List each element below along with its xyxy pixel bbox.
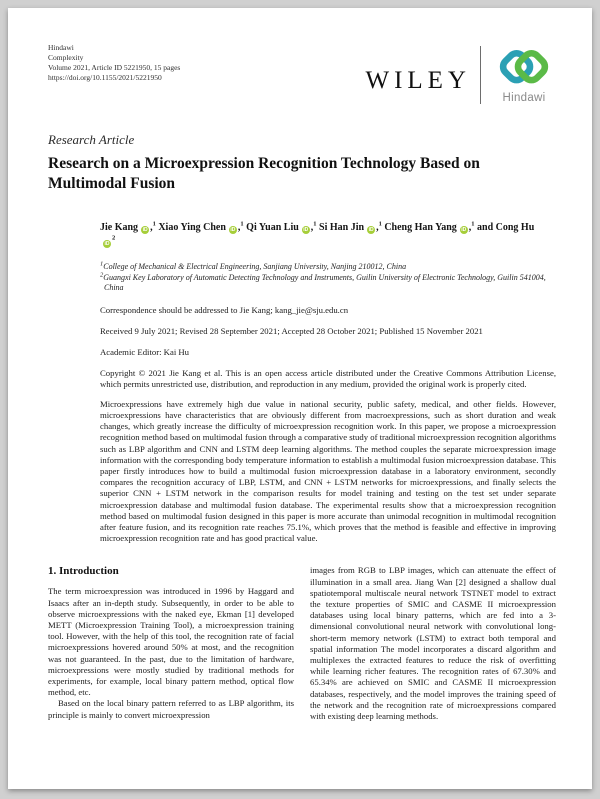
article-title: Research on a Microexpression Recognition Technology Based on Multimodal Fusion bbox=[48, 155, 480, 193]
affiliation-2 bbox=[100, 273, 556, 294]
author-affiliation-ref: 1 bbox=[240, 220, 244, 228]
document-page bbox=[8, 8, 592, 789]
article-type-label: Research Article bbox=[48, 132, 135, 147]
author-affiliation-ref: 1 bbox=[471, 220, 475, 228]
author-name: Qi Yuan Liu bbox=[246, 222, 299, 234]
section-heading-introduction: 1. Introduction bbox=[48, 565, 119, 578]
hindawi-logo-icon bbox=[496, 45, 552, 91]
wiley-logo: WILEY bbox=[365, 67, 471, 94]
correspondence-line: Correspondence should be addressed to Jie Kang; kang_jie@sju.edu.cn bbox=[100, 304, 349, 315]
author-affiliation-ref: 1 bbox=[378, 220, 382, 228]
orcid-icon[interactable]: iD bbox=[142, 227, 148, 234]
affiliations bbox=[100, 262, 556, 294]
publisher-logos bbox=[365, 45, 556, 104]
front-matter bbox=[100, 221, 556, 544]
abstract-text: Microexpressions have extremely high due value in national security, public safety, medical, and other fields. However, microexpressions have characteristics that are obviously different from macroexpressions, such as short duration and weak changes, which greatly increase the difficulty of microexpression recognition work. In this paper, we propose a microexpression recognition method based on multimodal fusion through a comparative study of traditional microexpression recognition algorithms such as LBP algorithm and CNN and LSTM deep learning algorithms. The method couples the separate microexpression image information with the corresponding body temperature information to establish a multimodal fusion microexpression database. This paper firstly introduces how to build a multimodal fusion microexpression database in a laboratory environment, secondly compares the recognition accuracy of LBP, LSTM, and CNN + LSTM networks for microexpressions, and finally selects the superior CNN + LSTM network in the comparison results for model training and testing on the test set under separate microexpression database and multimodal fusion database. The experimental results show that a microexpression recognition method based on multimodal fusion designed in this paper is more accurate than unimodal recognition in multimodal recognition after feature fusion, and its recognition rate reaches 75.1%, which proves that the method is feasible and effective in improving microexpression recognition rate and has good practical value. bbox=[100, 398, 556, 544]
journal-info bbox=[48, 43, 180, 83]
publisher-name: Hindawi bbox=[48, 43, 74, 52]
publication-dates: Received 9 July 2021; Revised 28 September 2021; Accepted 28 October 2021; Published 15 November 2021 bbox=[100, 325, 483, 336]
orcid-icon[interactable]: iD bbox=[104, 241, 110, 248]
orcid-icon[interactable]: iD bbox=[230, 227, 236, 234]
author-affiliation-ref: 2 bbox=[112, 234, 116, 242]
affiliation-number: 2 bbox=[100, 271, 104, 279]
author-affiliation-ref: 1 bbox=[152, 220, 156, 228]
author-name: Xiao Ying Chen bbox=[158, 222, 226, 234]
page-header bbox=[48, 43, 556, 111]
intro-paragraph-2: Based on the local binary pattern referred to as LBP algorithm, its principle is mainly to convert microexpression bbox=[48, 698, 294, 720]
author-name: Cong Hu bbox=[495, 222, 535, 234]
logo-divider bbox=[480, 46, 481, 104]
body-column-left bbox=[48, 565, 294, 722]
academic-editor: Academic Editor: Kai Hu bbox=[100, 346, 190, 357]
article-body bbox=[48, 565, 556, 722]
hindawi-logo bbox=[492, 45, 556, 104]
body-column-right bbox=[310, 565, 556, 722]
intro-paragraph-1: The term microexpression was introduced in 1996 by Haggard and Isaacs after an in-depth study. Subsequently, in order to be able to observe microexpressions with the naked eye, Ekman [1] developed METT (Microexpression Training Tool), a microexpression training tool. However, with the help of this tool, the recognition rate of facial microexpressions hovered around 50% at most, and the recognition was not guaranteed. In the past, due to the limitation of hardware, microexpressions were mostly studied by traditional methods for experiments, for example, local binary pattern method, optical flow method, etc. bbox=[48, 586, 294, 698]
intro-paragraph-3: images from RGB to LBP images, which can attenuate the effect of illumination in a small area. Jiang Wan [2] designed a shallow dual spatiotemporal multiscale neural network TSTNET model to extract the texture properties of SMIC and CASME II microexpression databases using local binary patterns, which are fed into a 3-dimensional convolutional neural network with convolutional long-short-term memory network (LSTM) to extract both temporal and spatial information The model incorporates a discard algorithm and multiplexes the extracted features to reduce the risk of overfitting while learning richer features. The recognition rates of 67.30% and 65.34% are achieved on SMIC and CASME II microexpression databases, respectively, and the model improves the training speed of the network and the recognition rate of microexpressions compared with existing deep learning methods. bbox=[310, 565, 556, 722]
author-name: Cheng Han Yang bbox=[384, 222, 457, 234]
hindawi-logo-text: Hindawi bbox=[502, 92, 546, 104]
affiliation-number: 1 bbox=[100, 260, 104, 268]
orcid-icon[interactable]: iD bbox=[461, 227, 467, 234]
volume-article-id: Volume 2021, Article ID 5221950, 15 pages bbox=[48, 63, 181, 72]
affiliation-text: College of Mechanical & Electrical Engineering, Sanjiang University, Nanjing 210012, China bbox=[103, 262, 407, 272]
affiliation-text: Guangxi Key Laboratory of Automatic Detecting Technology and Instruments, Guilin University of Electronic Technology, Guilin 541004, China bbox=[103, 272, 546, 293]
author-line: Jie Kang iD ,$^1$ Xiao Ying Chen iD ,$^1$ Qi Yuan Liu iD ,$^1$ Si Han Jin iD ,$^1$ Cheng Han Yang iD ,$^1$ and Cong HuiD$^2$ bbox=[100, 220, 535, 248]
orcid-icon[interactable]: iD bbox=[368, 227, 374, 234]
copyright-notice: Copyright © 2021 Jie Kang et al. This is an open access article distributed under the Creative Commons Attribution License, which permits unrestricted use, distribution, and reproduction in any medium, provided the original work is properly cited. bbox=[100, 367, 556, 389]
affiliation-1 bbox=[100, 262, 556, 273]
author-name: Jie Kang bbox=[100, 222, 139, 234]
author-name: Si Han Jin bbox=[319, 222, 365, 234]
orcid-icon[interactable]: iD bbox=[303, 227, 309, 234]
journal-title: Complexity bbox=[48, 53, 84, 62]
doi-link[interactable]: https://doi.org/10.1155/2021/5221950 bbox=[48, 73, 162, 82]
author-affiliation-ref: 1 bbox=[313, 220, 317, 228]
